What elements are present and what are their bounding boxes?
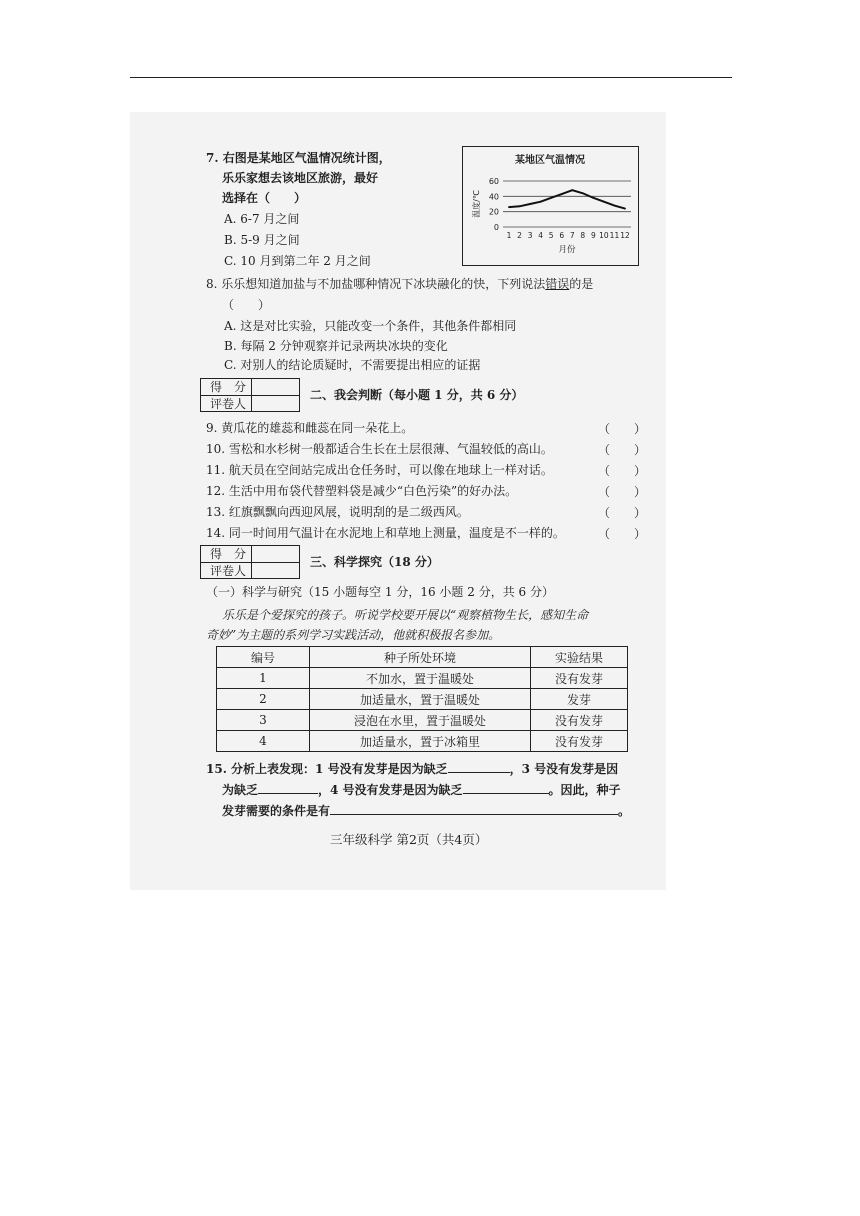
table-header-cell: 实验结果 — [531, 647, 628, 668]
q15-text-d: ，4 号没有发芽是因为缺乏 — [318, 783, 463, 797]
table-cell: 2 — [217, 689, 310, 710]
chart-data-point — [519, 205, 521, 207]
q8-option-a: A. 这是对比实验，只能改变一个条件，其他条件都相同 — [224, 319, 517, 333]
grader-label: 评卷人 — [209, 397, 246, 411]
chart-title: 某地区气温情况 — [515, 155, 585, 166]
q15-text-b: ，3 号没有发芽是因 — [509, 762, 619, 776]
q15-text-f: 发芽需要的条件是有 — [222, 804, 331, 818]
top-rule — [130, 77, 732, 78]
chart-data-point — [582, 192, 584, 194]
q8-stem-a: 8. 乐乐想知道加盐与不加盐哪种情况下冰块融化的快，下列说法 — [206, 277, 546, 291]
chart-y-axis-label: 温度/℃ — [472, 190, 481, 218]
table-cell: 没有发芽 — [531, 668, 628, 689]
judge-paren-9: （ ） — [598, 422, 647, 436]
table-cell: 3 — [217, 710, 310, 731]
chart-data-point — [561, 193, 563, 195]
q7-option-c: C. 10 月到第二年 2 月之间 — [224, 254, 371, 268]
q7-line-3: 选择在（ ） — [222, 191, 307, 205]
table-cell: 浸泡在水里，置于温暖处 — [310, 710, 531, 731]
chart-y-tick-label: 60 — [488, 177, 499, 186]
temperature-chart — [463, 147, 638, 265]
q15-line-2 — [222, 781, 621, 798]
q15-blank-3[interactable] — [463, 781, 549, 794]
judge-item-9: 9. 黄瓜花的雄蕊和雌蕊在同一朵花上。 — [206, 421, 414, 435]
chart-x-tick-label: 9 — [590, 231, 596, 240]
judge-paren-11: （ ） — [598, 464, 647, 478]
table-cell: 加适量水，置于温暖处 — [310, 689, 531, 710]
section-3-title: 三、科学探究（18 分） — [310, 555, 439, 569]
temperature-chart-frame — [462, 146, 639, 266]
chart-x-tick-label: 11 — [609, 231, 620, 240]
q8-option-b: B. 每隔 2 分钟观察并记录两块冰块的变化 — [224, 339, 448, 353]
chart-x-tick-label: 12 — [620, 231, 630, 240]
q8-stem-b: 的是 — [569, 277, 594, 291]
judge-item-13: 13. 红旗飘飘向西迎风展，说明刮的是二级西风。 — [206, 505, 469, 519]
chart-data-point — [529, 203, 531, 205]
q7-line-1: 7. 右图是某地区气温情况统计图， — [206, 151, 391, 165]
chart-x-tick-label: 1 — [506, 231, 512, 240]
judge-paren-13: （ ） — [598, 506, 647, 520]
table-cell: 没有发芽 — [531, 710, 628, 731]
section-3-subtitle: （一）科学与研究（15 小题每空 1 分，16 小题 2 分，共 6 分） — [206, 585, 554, 599]
q7-option-a: A. 6-7 月之间 — [224, 212, 300, 226]
chart-x-tick-label: 5 — [548, 231, 554, 240]
q7-option-b: B. 5-9 月之间 — [224, 233, 300, 247]
table-cell: 4 — [217, 731, 310, 752]
table-cell: 1 — [217, 668, 310, 689]
table-row — [217, 710, 628, 731]
judge-item-10: 10. 雪松和水杉树一般都适合生长在土层很薄、气温较低的高山。 — [206, 442, 553, 456]
chart-data-point — [592, 197, 594, 199]
table-row — [217, 731, 628, 752]
grader-label: 评卷人 — [209, 564, 246, 578]
q8-option-c: C. 对别人的结论质疑时，不需要提出相应的证据 — [224, 358, 481, 372]
chart-y-tick-label: 40 — [488, 192, 499, 202]
table-cell: 没有发芽 — [531, 731, 628, 752]
table-header-row — [217, 647, 628, 668]
chart-x-tick-label: 10 — [599, 231, 609, 240]
chart-x-tick-label: 8 — [580, 231, 586, 240]
chart-data-point — [540, 201, 542, 203]
q8-stem-underlined: 错误 — [545, 277, 570, 291]
score-label: 得 分 — [209, 380, 246, 394]
q15-line-1 — [206, 760, 618, 777]
q15-text-a: 15. 分析上表发现：1 号没有发芽是因为缺乏 — [206, 762, 448, 776]
chart-x-tick-label: 3 — [527, 231, 533, 240]
chart-data-point — [614, 205, 616, 207]
chart-series-line — [509, 190, 625, 208]
q15-blank-2[interactable] — [258, 781, 318, 794]
table-cell: 不加水，置于温暖处 — [310, 668, 531, 689]
q8-answer-paren: （ ） — [222, 298, 271, 312]
section-2-title: 二、我会判断（每小题 1 分，共 6 分） — [310, 388, 524, 402]
intro-line-1: 乐乐是个爱探究的孩子。听说学校要开展以“观察植物生长，感知生命 — [222, 608, 589, 622]
chart-x-tick-label: 4 — [538, 231, 544, 240]
chart-x-axis-label: 月份 — [558, 245, 576, 255]
q15-line-3 — [222, 802, 630, 819]
q15-blank-1[interactable] — [448, 760, 510, 773]
table-row — [217, 689, 628, 710]
judge-item-12: 12. 生活中用布袋代替塑料袋是减少“白色污染”的好办法。 — [206, 484, 518, 498]
q8-stem — [206, 276, 593, 292]
judge-paren-12: （ ） — [598, 485, 647, 499]
q15-blank-4[interactable] — [330, 802, 618, 815]
chart-data-point — [624, 208, 626, 210]
chart-x-tick-label: 6 — [559, 231, 565, 240]
score-box-section-3 — [200, 545, 300, 579]
chart-data-point — [571, 189, 573, 191]
q15-text-end: 。 — [618, 804, 631, 818]
score-box-section-2 — [200, 378, 300, 412]
table-row — [217, 668, 628, 689]
judge-paren-10: （ ） — [598, 443, 647, 457]
table-header-cell: 种子所处环境 — [310, 647, 531, 668]
chart-y-tick-label: 20 — [488, 207, 499, 217]
judge-item-11: 11. 航天员在空间站完成出仓任务时，可以像在地球上一样对话。 — [206, 463, 553, 477]
chart-data-point — [550, 197, 552, 199]
q15-text-e: 。因此，种子 — [548, 783, 621, 797]
experiment-table — [216, 646, 628, 752]
judge-paren-14: （ ） — [598, 527, 647, 541]
chart-x-tick-label: 2 — [517, 231, 522, 240]
chart-x-tick-label: 7 — [569, 231, 575, 240]
table-cell: 发芽 — [531, 689, 628, 710]
q15-text-c: 为缺乏 — [222, 783, 259, 797]
judge-item-14: 14. 同一时间用气温计在水泥地上和草地上测量，温度是不一样的。 — [206, 526, 565, 540]
intro-line-2: 奇妙”为主题的系列学习实践活动，他就积极报名参加。 — [206, 628, 501, 642]
table-header-cell: 编号 — [217, 647, 310, 668]
score-label: 得 分 — [209, 547, 246, 561]
q7-line-2: 乐乐家想去该地区旅游，最好 — [222, 171, 379, 185]
chart-data-point — [603, 201, 605, 203]
table-cell: 加适量水，置于冰箱里 — [310, 731, 531, 752]
chart-y-tick-label: 0 — [493, 223, 499, 232]
chart-data-point — [508, 206, 510, 208]
page-footer: 三年级科学 第2页（共4页） — [330, 832, 488, 847]
